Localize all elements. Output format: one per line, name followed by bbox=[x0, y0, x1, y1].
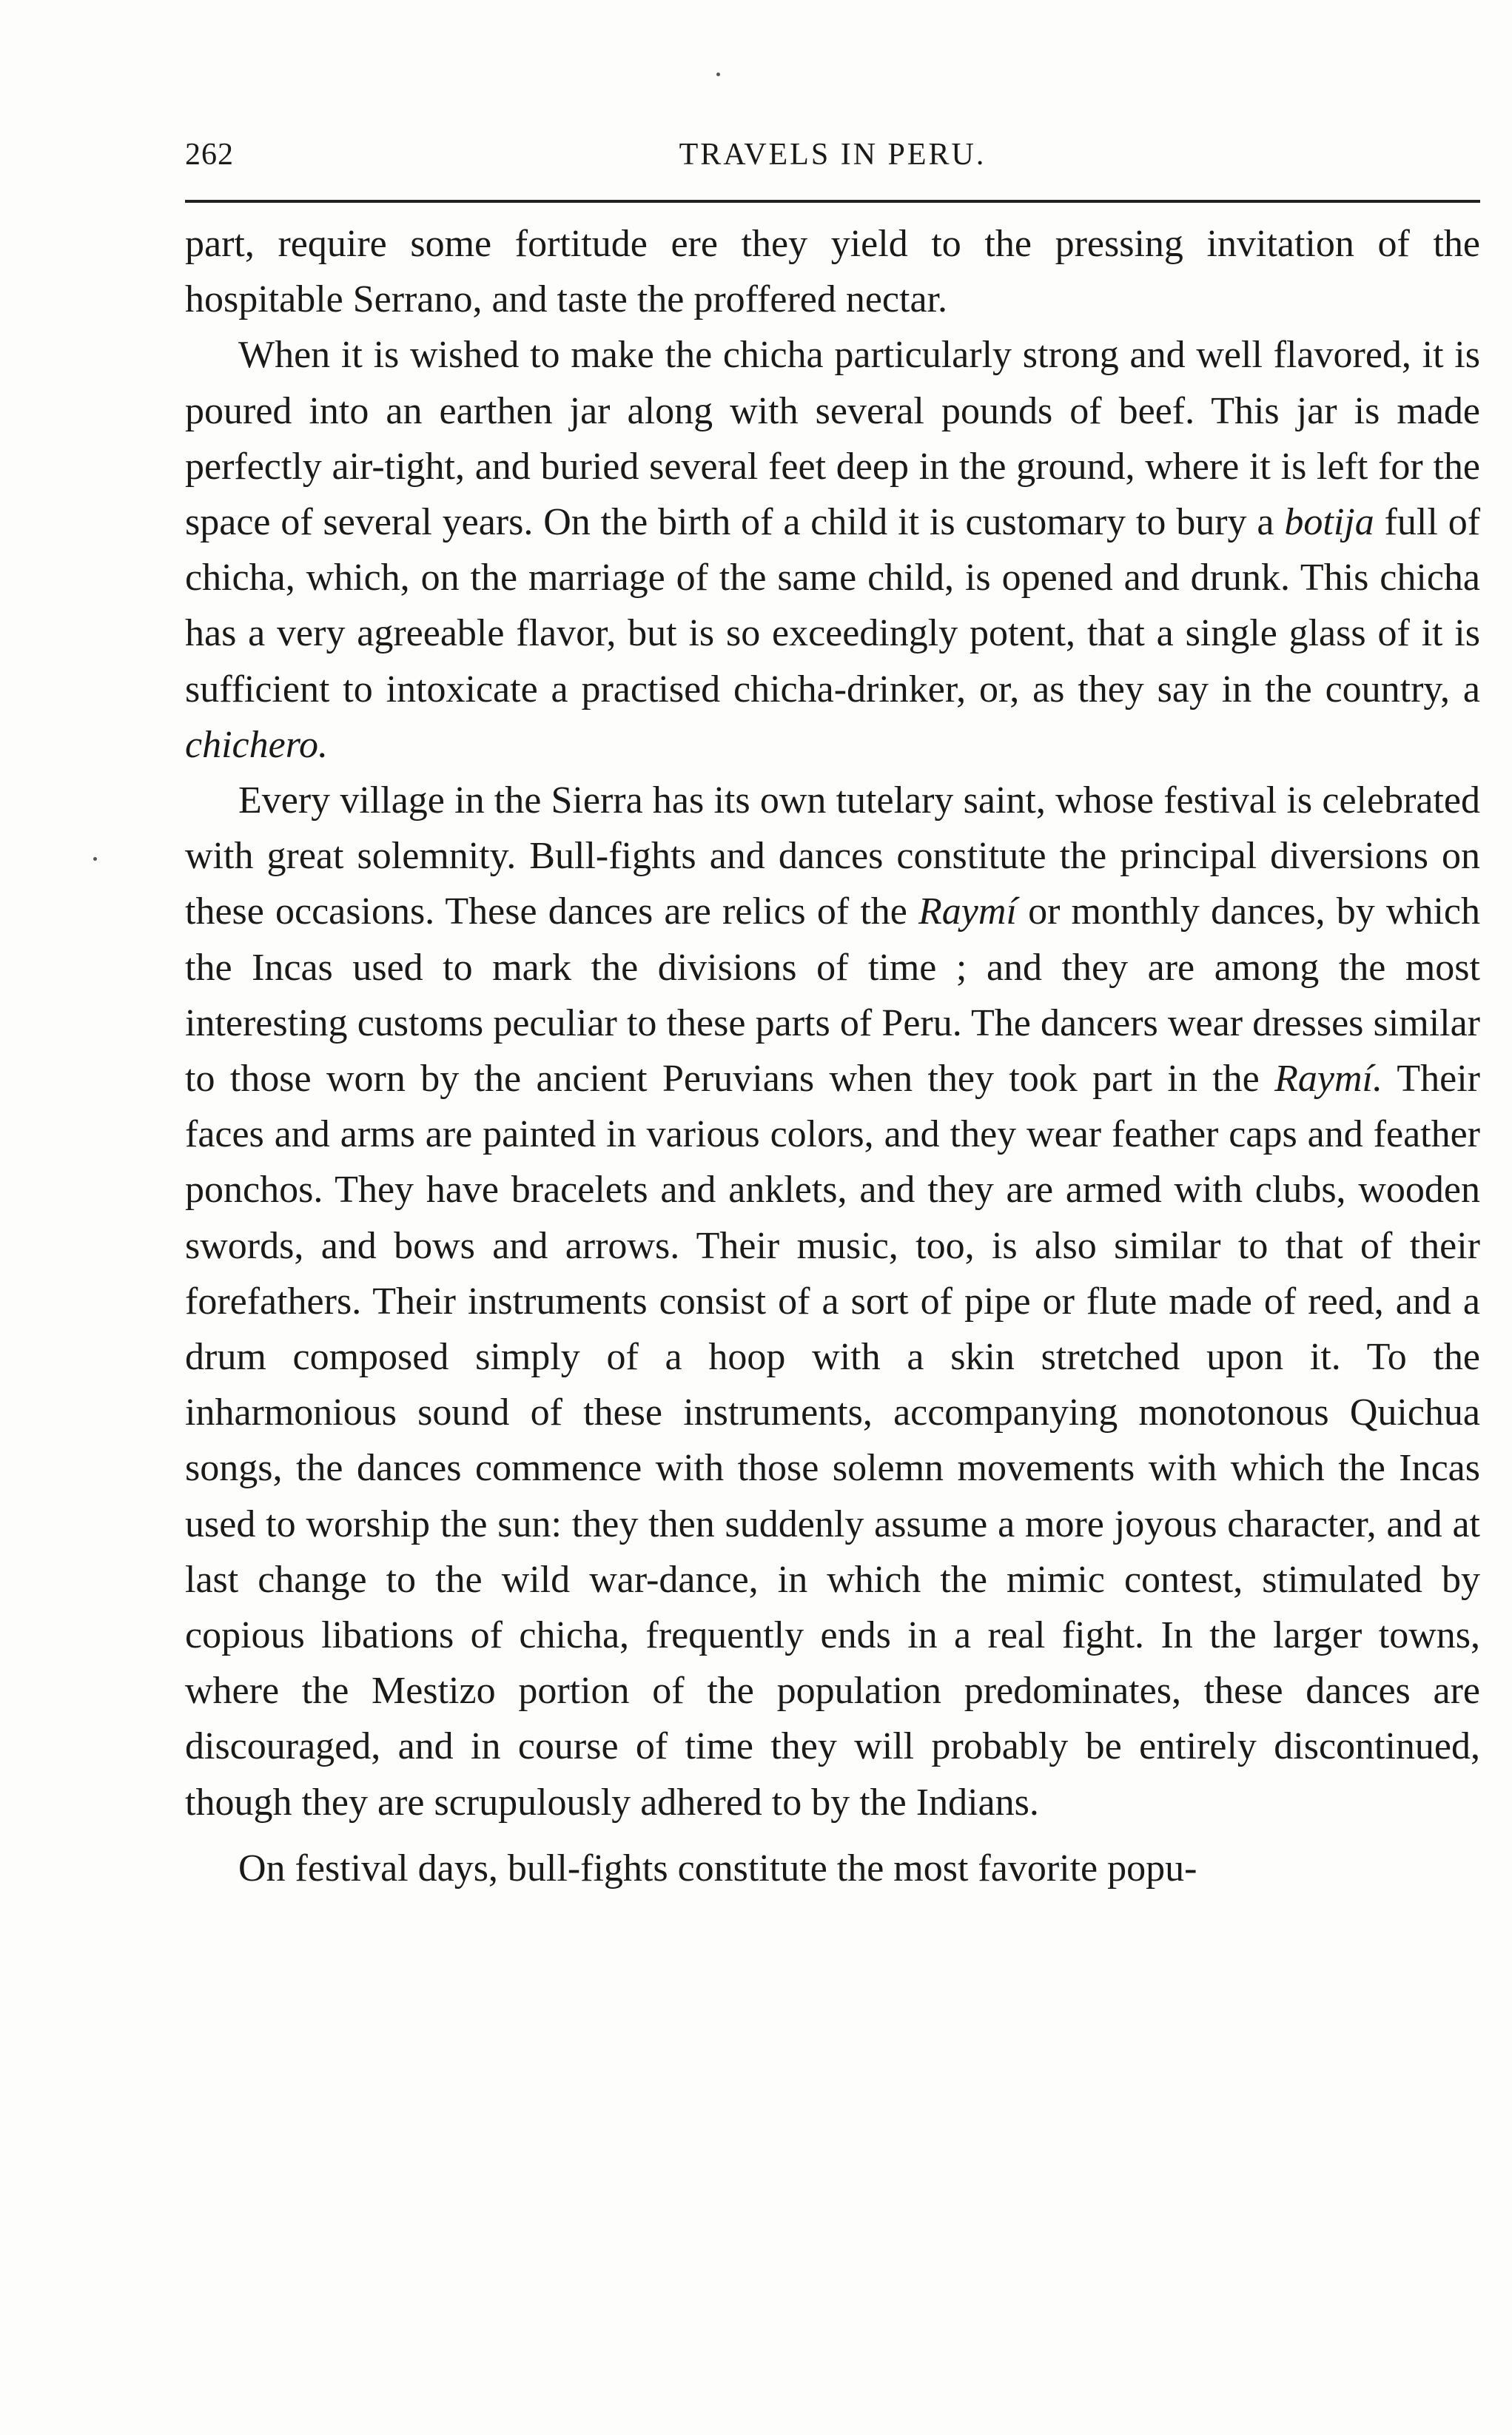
paragraph-continued bbox=[185, 216, 1480, 327]
italic-term: Raymí bbox=[918, 890, 1017, 933]
paragraph-text: When it is wished to make the chicha particularly strong and well flavored, it is poured into an earthen jar along with several pounds of beef. This jar is made perfectly air-tight, and buried several feet deep in the ground, where it is left for the space of several years. On the birth of a child it is customary to bury a bbox=[185, 334, 1480, 544]
page-header bbox=[185, 137, 1480, 189]
paragraph bbox=[185, 773, 1480, 1830]
scan-speck bbox=[716, 73, 720, 76]
paragraph bbox=[185, 327, 1480, 773]
paragraph-text: or monthly dances, by which the Incas used to mark the divisions of time ; and they are among the most interesting customs peculiar to these parts of Peru. The dancers wear dresses similar to those worn by the ancient Peruvians when they took part in the bbox=[185, 890, 1480, 1101]
header-rule bbox=[185, 200, 1480, 203]
paragraph-text: On festival days, bull-fights constitute the most favorite popu- bbox=[238, 1847, 1197, 1890]
italic-term: botija bbox=[1284, 501, 1374, 544]
paragraph bbox=[185, 1841, 1480, 1896]
paragraph-text: Their faces and arms are painted in various colors, and they wear feather caps and feather ponchos. They have bracelets and anklets, and they are armed with clubs, wooden swords, and bows and arrows. Their music, too, is also similar to that of their forefathers. Their instruments consist of a sort of pipe or flute made of reed, and a drum composed simply of a hoop with a skin stretched upon it. To the inharmonious sound of these instruments, accompanying monotonous Quichua songs, the dances commence with those solemn movements with which the Incas used to worship the sun: they then suddenly assume a more joyous character, and at last change to the wild war-dance, in which the mimic contest, stimulated by copious libations of chicha, frequently ends in a real fight. In the larger towns, where the Mestizo portion of the population predominates, these dances are discouraged, and in course of time they will probably be entirely discontinued, though they are scrupulously adhered to by the Indians. bbox=[185, 1058, 1480, 1824]
paragraph-text: part, require some fortitude ere they yield to the pressing invitation of the hospitable Serrano, and taste the proffered nectar. bbox=[185, 223, 1480, 321]
paragraph-text: full of chicha, which, on the marriage of the same child, is opened and drunk. This chicha has a very agreeable flavor, but is so exceedingly potent, that a single glass of it is sufficient to intoxicate a practised chicha-drinker, or, as they say in the country, a bbox=[185, 501, 1481, 711]
page-number: 262 bbox=[185, 138, 234, 172]
italic-term: Raymí. bbox=[1274, 1058, 1382, 1101]
paragraph-text: Every village in the Sierra has its own tutelary saint, whose festival is celebrated with great solemnity. Bull-fights and dances constitute the principal diversions on these occasions. These dances are relics of the bbox=[185, 779, 1480, 933]
body-text bbox=[185, 216, 1480, 1896]
italic-term: chichero. bbox=[185, 723, 328, 766]
scan-speck bbox=[93, 857, 97, 861]
running-title: TRAVELS IN PERU. bbox=[679, 138, 987, 172]
